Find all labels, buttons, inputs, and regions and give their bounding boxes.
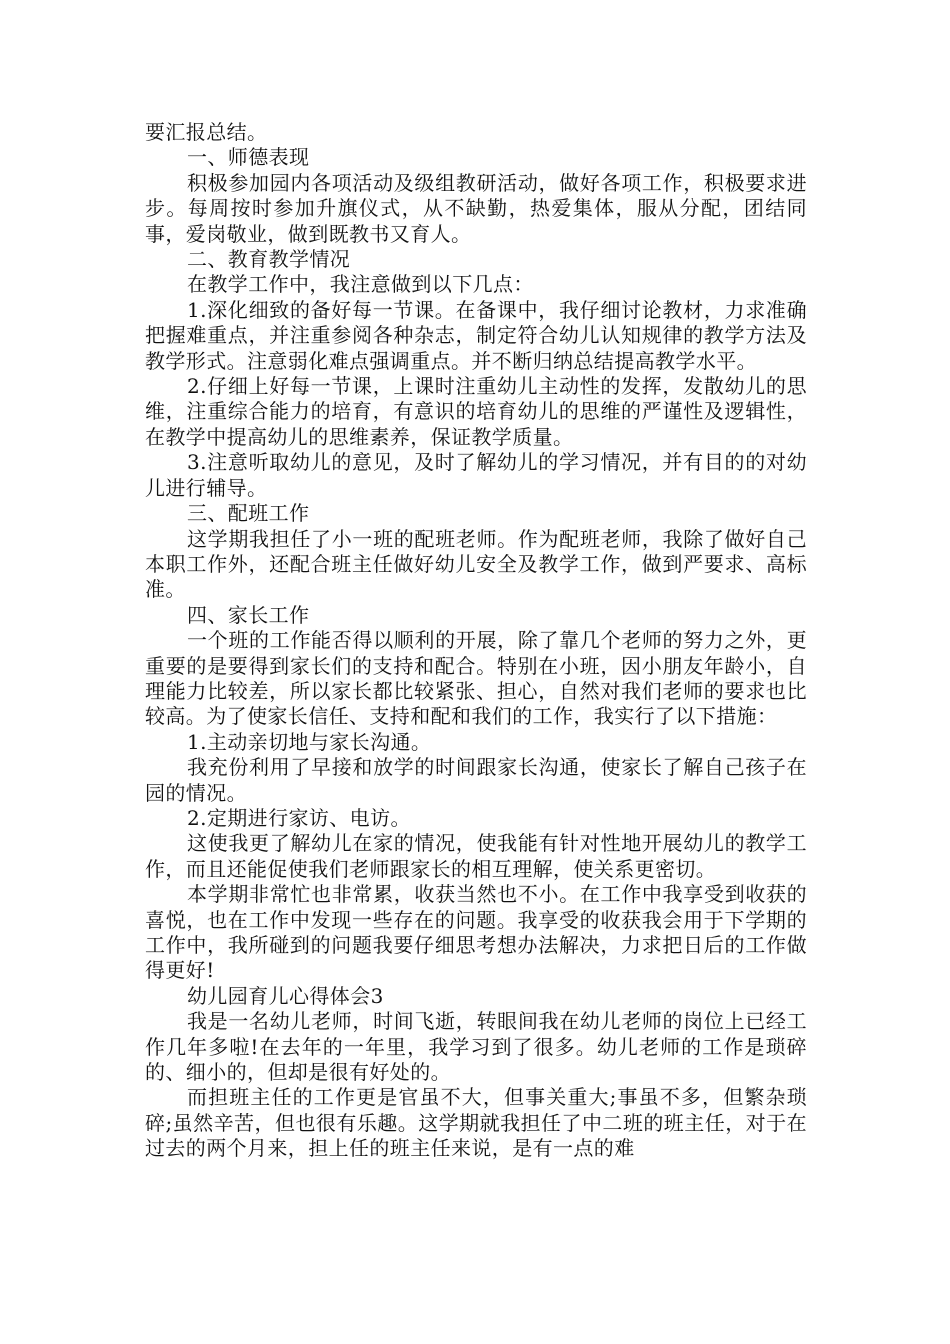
paragraph: 我充份利用了早接和放学的时间跟家长沟通，使家长了解自己孩子在园的情况。	[145, 755, 807, 805]
section-heading: 三、配班工作	[187, 501, 310, 526]
document-body	[145, 120, 807, 1162]
paragraph: 我是一名幼儿老师，时间飞逝，转眼间我在幼儿老师的岗位上已经工作几年多啦!在去年的一年里，我学习到了很多。幼儿老师的工作是琐碎的、细小的，但却是很有好处的。	[145, 1009, 807, 1085]
section-heading: 四、家长工作	[187, 602, 310, 627]
paragraph: 本学期非常忙也非常累，收获当然也不小。在工作中我享受到收获的喜悦，也在工作中发现一些存在的问题。我享受的收获我会用于下学期的工作中，我所碰到的问题我要仔细思考想办法解决，力求把日后的工作做得更好!	[145, 882, 807, 983]
paragraph: 2.定期进行家访、电访。	[187, 805, 411, 830]
section-heading: 二、教育教学情况	[187, 247, 351, 272]
paragraph: 2.仔细上好每一节课，上课时注重幼儿主动性的发挥，发散幼儿的思维，注重综合能力的培育，有意识的培育幼儿的思维的严谨性及逻辑性，在教学中提高幼儿的思维素养，保证教学质量。	[145, 374, 807, 449]
section-heading: 幼儿园育儿心得体会3	[187, 983, 384, 1008]
paragraph: 而担班主任的工作更是官虽不大，但事关重大;事虽不多，但繁杂琐碎;虽然辛苦，但也很有乐趣。这学期就我担任了中二班的班主任，对于在过去的两个月来，担上任的班主任来说，是有一点的难	[145, 1085, 807, 1161]
paragraph: 这使我更了解幼儿在家的情况，使我能有针对性地开展幼儿的教学工作，而且还能促使我们老师跟家长的相互理解，使关系更密切。	[145, 831, 807, 881]
paragraph: 1.深化细致的备好每一节课。在备课中，我仔细讨论教材，力求准确把握难重点，并注重参阅各种杂志，制定符合幼儿认知规律的教学方法及教学形式。注意弱化难点强调重点。并不断归纳总结提高教学水平。	[145, 297, 807, 373]
paragraph: 积极参加园内各项活动及级组教研活动，做好各项工作，积极要求进步。每周按时参加升旗仪式，从不缺勤，热爱集体，服从分配，团结同事，爱岗敬业，做到既教书又育人。	[145, 170, 807, 246]
paragraph: 要汇报总结。	[145, 120, 268, 144]
paragraph: 3.注意听取幼儿的意见，及时了解幼儿的学习情况，并有目的的对幼儿进行辅导。	[145, 450, 807, 500]
paragraph: 在教学工作中，我注意做到以下几点：	[187, 272, 534, 297]
section-heading: 一、师德表现	[187, 145, 310, 170]
paragraph: 这学期我担任了小一班的配班老师。作为配班老师，我除了做好自己本职工作外，还配合班主任做好幼儿安全及教学工作，做到严要求、高标准。	[145, 526, 807, 602]
paragraph: 一个班的工作能否得以顺利的开展，除了靠几个老师的努力之外，更重要的是要得到家长们的支持和配合。特别在小班，因小朋友年龄小，自理能力比较差，所以家长都比较紧张、担心，自然对我们老师的要求也比较高。为了使家长信任、支持和配和我们的工作，我实行了以下措施：	[145, 628, 807, 729]
paragraph: 1.主动亲切地与家长沟通。	[187, 729, 432, 754]
